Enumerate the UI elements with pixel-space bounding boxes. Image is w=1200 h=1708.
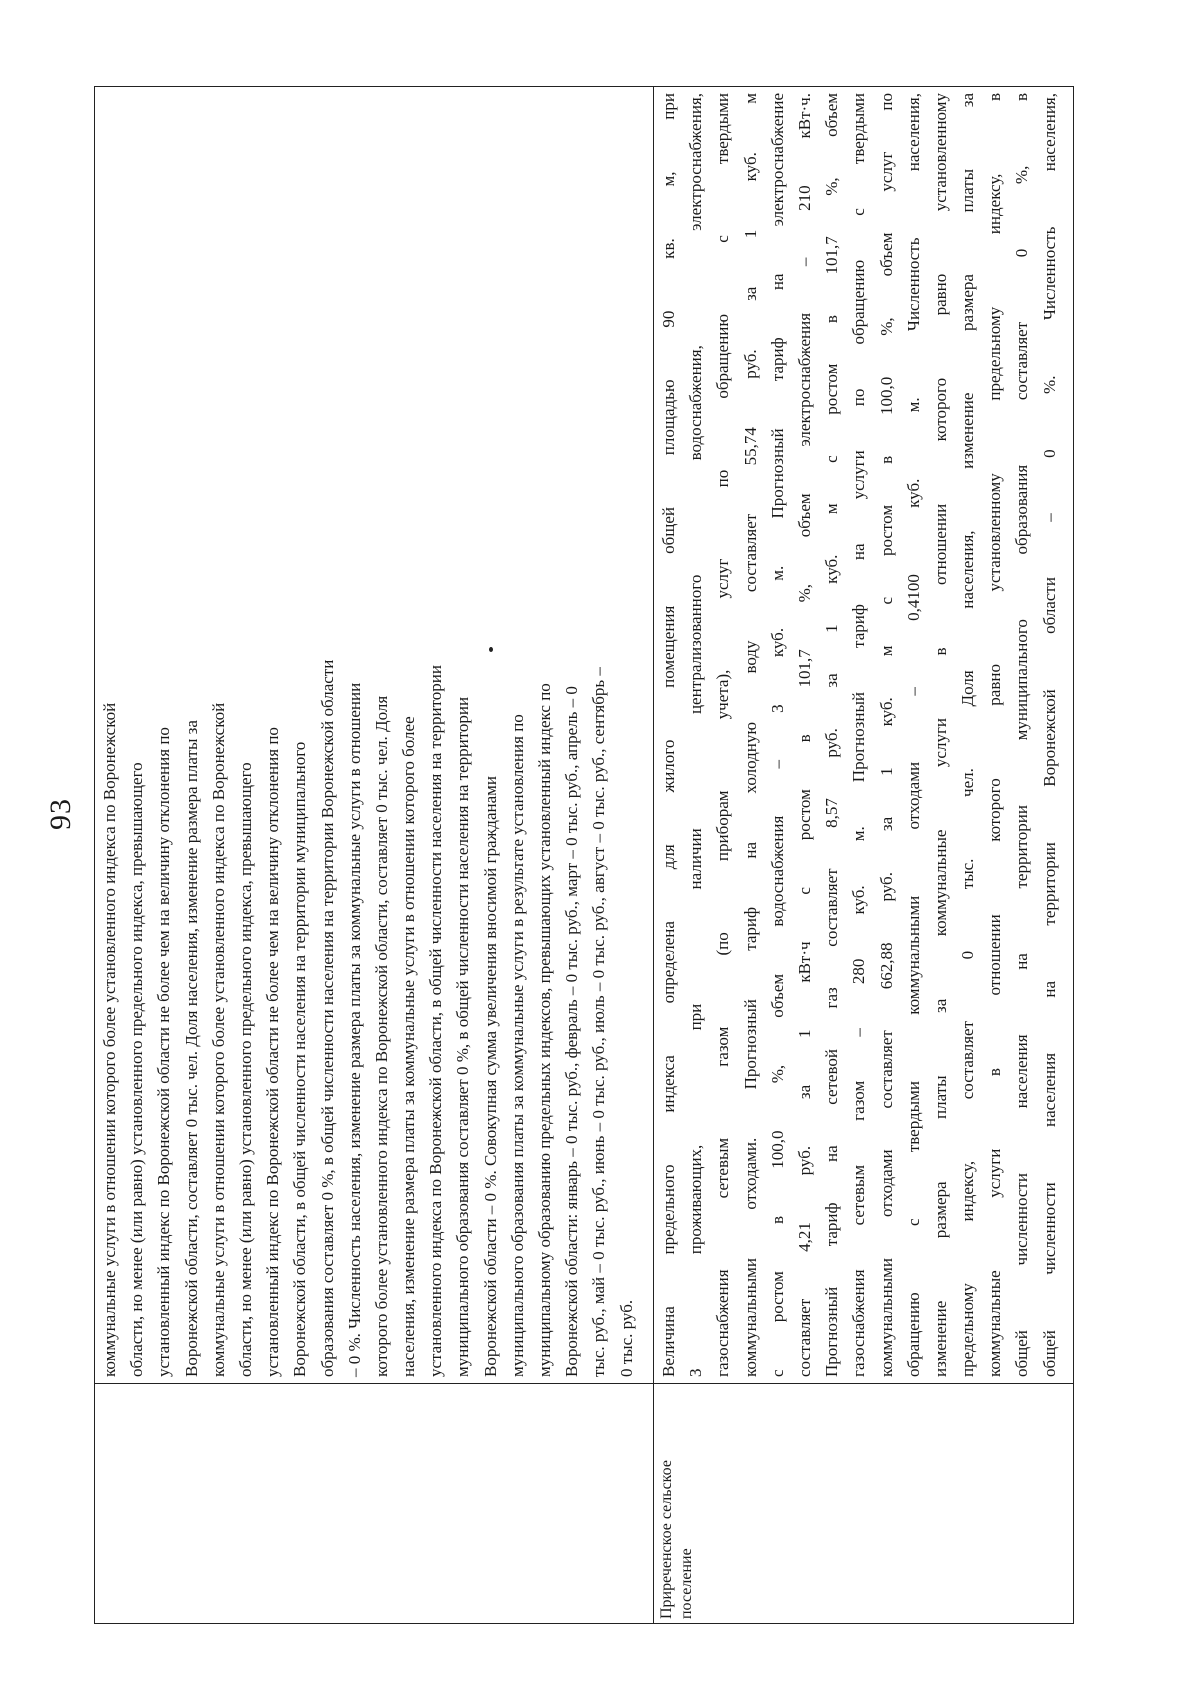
text-line: Воронежской области, составляет 0 тыс. чел. Доля населения, изменение размера платы за (181, 720, 201, 1377)
description-text (655, 93, 1063, 1377)
text-line: газоснабжения сетевым газом – 280 куб. м. Прогнозный тариф на услуги по обращению с твердыми (849, 93, 869, 1377)
text-line: 0 тыс. руб. (616, 1299, 636, 1377)
text-line: коммунальные услуги в отношении которого более установленного индекса по Воронежской (100, 702, 119, 1377)
municipality-cell (95, 1383, 653, 1623)
text-line: 3 проживающих, при наличии централизованного водоснабжения, электроснабжения, (686, 93, 706, 1377)
text-line: образования составляет 0 %, в общей численности населения на территории Воронежской области (317, 659, 337, 1377)
description-text (96, 93, 640, 1377)
text-line: газоснабжения сетевым газом (по приборам учета), услуг по обращению с твердыми (713, 93, 733, 1377)
tariff-table (94, 86, 1074, 1624)
table-row (654, 87, 1073, 1623)
text-line: Воронежской области, в общей численности населения на территории муниципального (290, 741, 310, 1377)
text-line: Воронежской области: январь – 0 тыс. руб., февраль – 0 тыс. руб., март – 0 тыс. руб., апрель – 0 (562, 686, 582, 1377)
table-row (95, 87, 654, 1623)
municipality-cell: Приреченское сельское поселение (654, 1383, 1073, 1623)
text-line: населения, изменение размера платы за коммунальные услуги в отношении которого более (399, 716, 419, 1377)
text-line: установленный индекс по Воронежской области не более чем на величину отклонения по (263, 727, 283, 1377)
text-line: установленного индекса по Воронежской области, в общей численности населения на территории (426, 665, 446, 1377)
page-number: 93 (44, 798, 77, 830)
text-line: коммунальные услуги в отношении которого более установленного индекса по Воронежской (208, 702, 228, 1377)
text-line: коммунальные услуги в отношении которого равно установленному предельному индексу, в (985, 93, 1005, 1377)
description-cell (654, 87, 1073, 1383)
text-line: муниципального образования составляет 0 %, в общей численности населения на территории (453, 696, 473, 1377)
text-line: составляет 4,21 руб. за 1 кВт·ч с ростом в 101,7 %, объем электроснабжения – 210 кВт·ч. (794, 93, 814, 1377)
text-line: коммунальными отходами. Прогнозный тариф на холодную воду составляет 55,74 руб. за 1 куб. м (740, 93, 760, 1377)
text-line: с ростом в 100,0 %, объем водоснабжения – 3 куб. м. Прогнозный тариф на электроснабжение (767, 93, 787, 1377)
text-line: области, но менее (или равно) установленного предельного индекса, превышающего (127, 762, 147, 1377)
text-line: муниципальному образованию предельных индексов, превышающих установленный индекс по (535, 683, 554, 1377)
text-line: общей численности населения на территории Воронежской области – 0 %. Численность населения, (1039, 93, 1059, 1377)
text-line: Прогнозный тариф на сетевой газ составляет 8,57 руб. за 1 куб. м с ростом в 101,7 %, объем (822, 93, 842, 1377)
text-line: муниципального образования платы за коммунальные услуги в результате установления по (507, 714, 527, 1377)
text-line: установленный индекс по Воронежской области не более чем на величину отклонения по (154, 727, 174, 1377)
text-line: обращению с твердыми коммунальными отходами – 0,4100 куб. м. Численность населения, (903, 93, 923, 1377)
description-cell (95, 87, 653, 1383)
text-line: области, но менее (или равно) установленного предельного индекса, превышающего (235, 762, 255, 1377)
text-line: изменение размера платы за коммунальные услуги в отношении которого равно установленному (930, 93, 950, 1377)
text-line: Величина предельного индекса определена для жилого помещения общей площадью 90 кв. м, при (659, 93, 678, 1377)
text-line: предельному индексу, составляет 0 тыс. чел. Доля населения, изменение размера платы за (958, 93, 978, 1377)
text-line: Воронежской области – 0 %. Совокупная сумма увеличения вносимой гражданами (480, 776, 500, 1377)
text-line: общей численности населения на территории муниципального образования составляет 0 %, в (1012, 93, 1032, 1377)
text-line: коммунальными отходами составляет 662,88 руб. за 1 куб. м с ростом в 100,0 %, объем услуг по (876, 93, 896, 1377)
text-line: которого более установленного индекса по Воронежской области, составляет 0 тыс. чел. Доля (371, 695, 391, 1377)
text-line: тыс. руб., май – 0 тыс. руб., июнь – 0 тыс. руб., июль – 0 тыс. руб., август – 0 тыс. руб., сентябрь – (589, 667, 609, 1377)
text-line: – 0 %. Численность населения, изменение размера платы за коммунальные услуги в отношении (344, 682, 364, 1377)
